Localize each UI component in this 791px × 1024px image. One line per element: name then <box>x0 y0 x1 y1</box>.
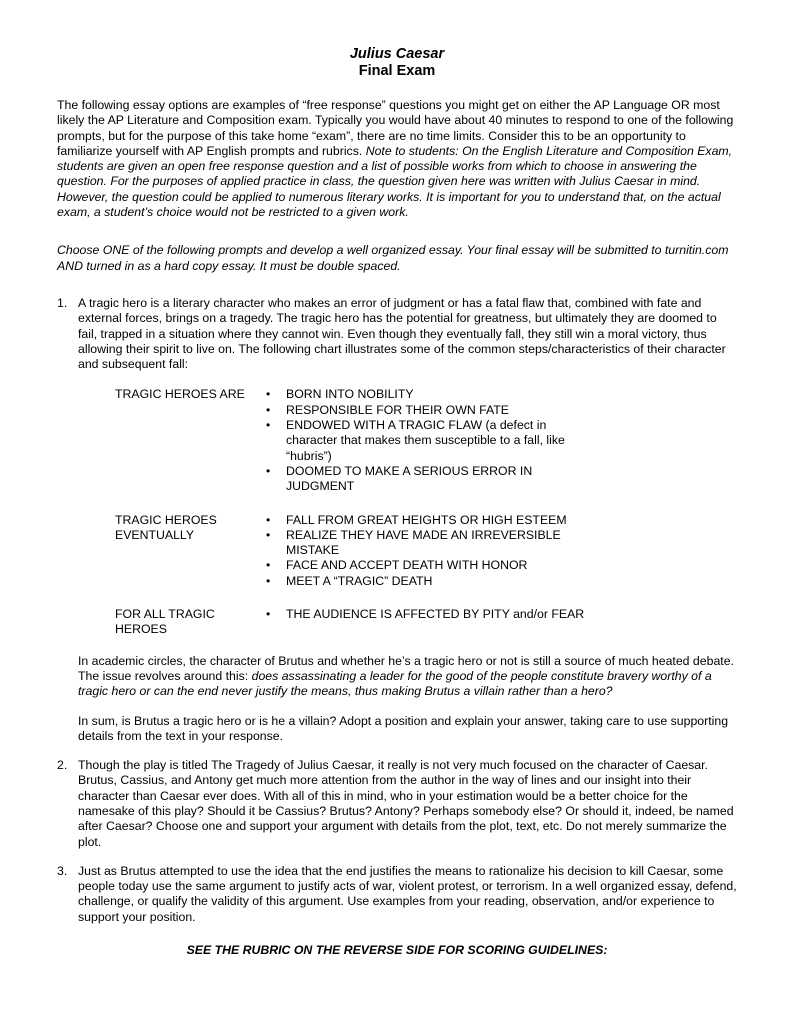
prompt-1 <box>57 296 737 744</box>
chart-bullet: • MEET A “TRAGIC” DEATH <box>266 573 433 588</box>
chart-row <box>115 513 590 589</box>
prompt-text: A tragic hero is a literary character who makes an error of judgment or has a fatal flaw that, combined with fate and external forces, brings on a tragedy. The tragic hero has the potential for greatness, but ultimately they are doomed to fail, trapped in a situation where they cannot win. Even though they eventually fall, they still win a moral victory, thus allowing their spirit to live on. The following chart illustrates some of the common steps/characteristics of their character and subsequent fall: <box>78 295 726 372</box>
prompt-2 <box>57 758 737 850</box>
chart-bullet: • ENDOWED WITH A TRAGIC FLAW (a defect in character that makes them susceptible to a fall, like “hubris”) <box>266 418 565 463</box>
bullet-icon: • <box>266 418 271 433</box>
debate-paragraph: In academic circles, the character of Brutus and whether he’s a tragic hero or not is still a source of much heated debate. The issue revolves around this: does assassinating a leader for the good of the people constitute bravery worthy of a tragic hero or can the end never justify the means, thus making Brutus a villain rather than a hero? <box>78 653 734 699</box>
prompt-text: Just as Brutus attempted to use the idea that the end justifies the means to rationalize his decision to kill Caesar, some people today use the same argument to justify acts of war, violent protest, or terrorism. In a well organized essay, defend, challenge, or qualify the validity of this argument. Use examples from your reading, observation, and/or experience to support your position. <box>78 863 737 924</box>
rubric-footer: SEE THE RUBRIC ON THE REVERSE SIDE FOR SCORING GUIDELINES: <box>186 943 608 958</box>
prompt-task: In sum, is Brutus a tragic hero or is he a villain? Adopt a position and explain your answer, taking care to use supporting details from the text in your response. <box>78 713 729 743</box>
intro-paragraph <box>57 98 737 220</box>
bullet-icon: • <box>266 573 271 588</box>
intro-text: The following essay options are examples of “free response” questions you might get on either the AP Language OR most likely the AP Literature and Composition exam. Typically you would have about 40 minutes to respond to one of the following prompts, but for the purpose of this take home “exam”, there are no time limits. Consider this to be an opportunity to familiarize yourself with AP English prompts and rubrics. <box>57 98 734 158</box>
chart-bullet: • FALL FROM GREAT HEIGHTS OR HIGH ESTEEM <box>266 512 567 527</box>
prompt-text: Though the play is titled The Tragedy of Julius Caesar, it really is not very much focused on the character of Caesar. Brutus, Cassius, and Antony get much more attention from the author in the way of lines and our insight into their character than Caesar ever does. With all of this in mind, who in your estimation would be a better choice for the namesake of this play? Should it be Cassius? Brutus? Antony? Perhaps somebody else? Or should it, indeed, be named after Caesar? Choose one and support your argument with details from the plot, text, etc. Do not merely summarize the plot. <box>78 758 734 849</box>
chart-row <box>115 607 590 638</box>
page-subtitle: Final Exam <box>358 63 436 79</box>
chart-bullet: • THE AUDIENCE IS AFFECTED BY PITY and/or FEAR <box>266 607 585 622</box>
chart-bullet: • RESPONSIBLE FOR THEIR OWN FATE <box>266 402 509 417</box>
chart-row <box>115 387 590 494</box>
chart-bullet-list <box>265 607 590 622</box>
chart-bullet: • FACE AND ACCEPT DEATH WITH HONOR <box>266 558 528 573</box>
chart-row-label: FOR ALL TRAGIC HEROES <box>115 607 215 637</box>
bullet-icon: • <box>266 558 271 573</box>
chart-row-label: TRAGIC HEROES ARE <box>115 387 245 402</box>
chart-bullet: • BORN INTO NOBILITY <box>266 387 414 402</box>
prompt-number: 3. <box>57 863 68 878</box>
note-to-students: Note to students: On the English Literature and Composition Exam, students are given an open free response question and a list of possible works from which to choose in answering the question. For the purposes of applied practice in class, the question given here was written with Julius Caesar in mind. However, the question could be applied to numerous literary works. It is important for you to understand that, on the actual exam, a student’s choice would not be restricted to a given work. <box>57 143 733 220</box>
chart-bullet: • DOOMED TO MAKE A SERIOUS ERROR IN JUDGMENT <box>266 463 533 494</box>
chart-bullet-list <box>265 513 590 589</box>
debate-question: does assassinating a leader for the good of the people constitute bravery worthy of a tragic hero or can the end never justify the means, thus making Brutus a villain rather than a hero? <box>78 668 712 699</box>
prompt-3 <box>57 864 737 925</box>
chart-row-label: TRAGIC HEROES EVENTUALLY <box>115 512 217 542</box>
bullet-icon: • <box>266 402 271 417</box>
prompt-number: 2. <box>57 758 68 773</box>
prompt-list <box>57 296 737 925</box>
bullet-icon: • <box>266 387 271 402</box>
prompt-number: 1. <box>57 295 68 310</box>
bullet-icon: • <box>266 607 271 622</box>
tragic-hero-chart <box>115 387 590 637</box>
document-title-block <box>57 46 737 80</box>
chart-bullet-list <box>265 387 590 494</box>
instructions: Choose ONE of the following prompts and develop a well organized essay. Your final essay will be submitted to turnitin.com AND turned in as a hard copy essay. It must be double spaced. <box>57 243 729 273</box>
bullet-icon: • <box>266 527 271 542</box>
chart-bullet: • REALIZE THEY HAVE MADE AN IRREVERSIBLE MISTAKE <box>266 527 561 558</box>
bullet-icon: • <box>266 512 271 527</box>
bullet-icon: • <box>266 463 271 478</box>
document-page <box>57 46 737 958</box>
page-title: Julius Caesar <box>349 46 445 62</box>
